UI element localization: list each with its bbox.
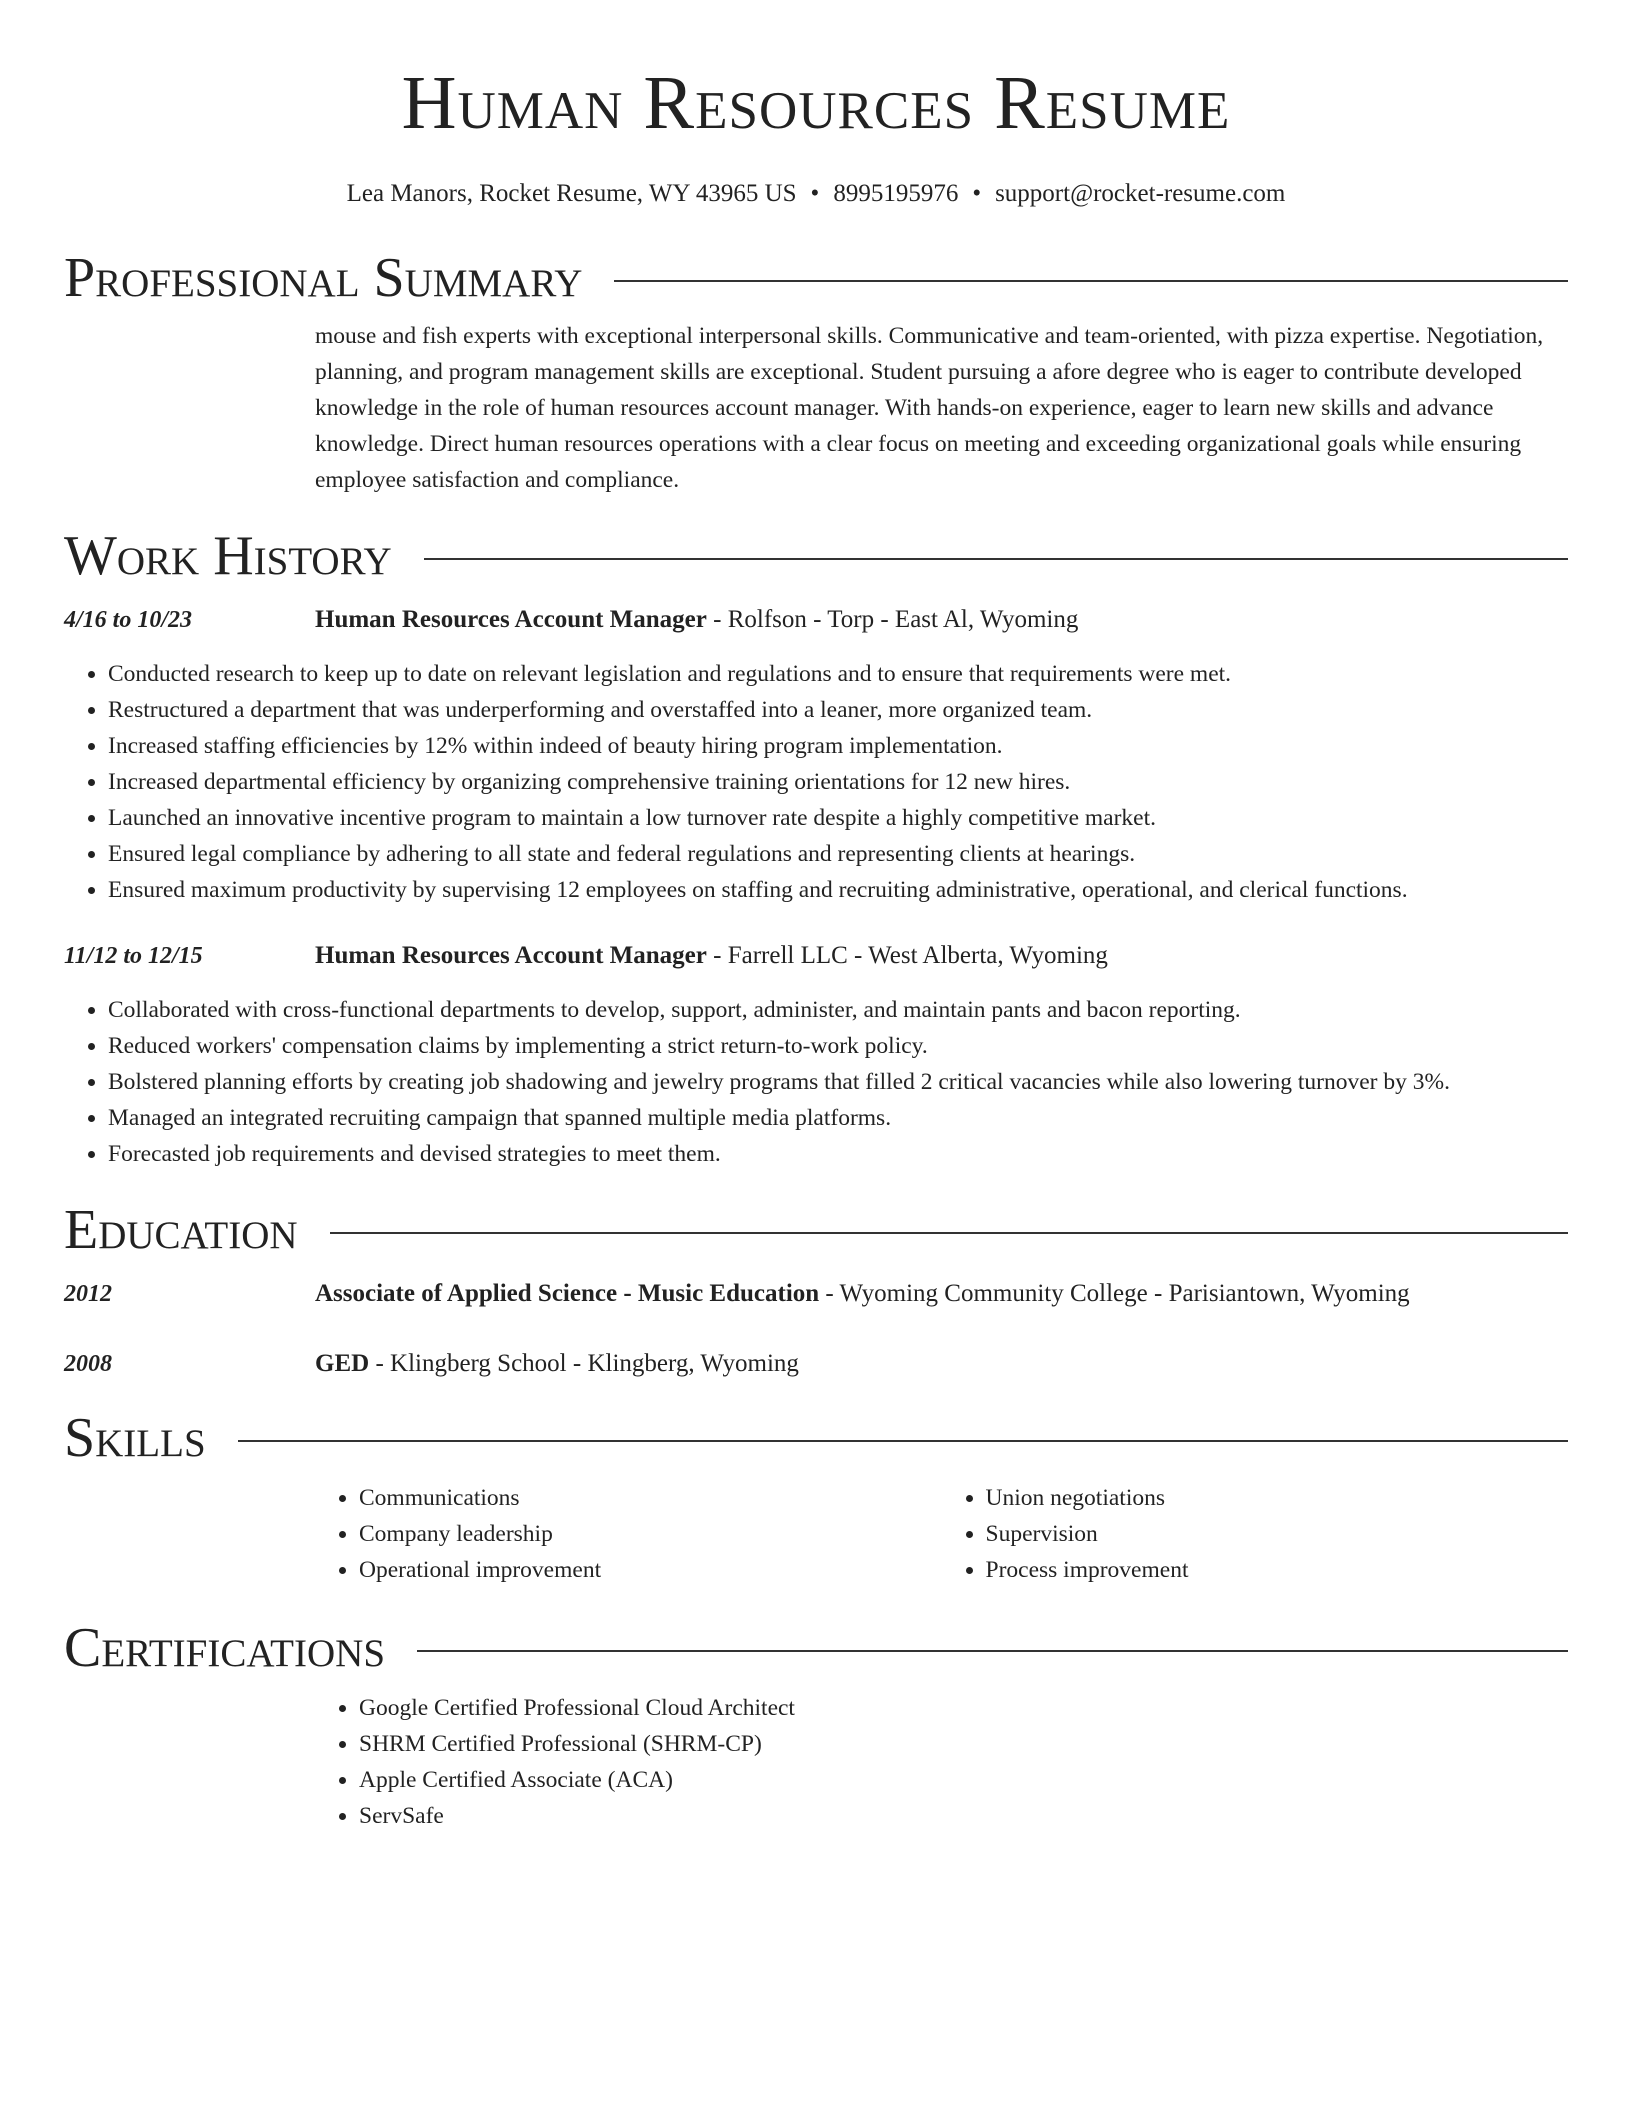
job-list (64, 602, 1568, 1172)
skills-column-right (942, 1480, 1569, 1588)
section-divider (238, 1440, 1568, 1442)
job-employer: - Rolfson - Torp - East Al, Wyoming (706, 606, 1079, 633)
document-title: Human Resources Resume (401, 61, 1231, 145)
certifications-list (315, 1690, 1568, 1834)
list-item: • Managed an integrated recruiting campaign that spanned multiple media platforms. (108, 1100, 1568, 1136)
skill-item: • Operational improvement (359, 1552, 942, 1588)
section-heading: Education (64, 1199, 298, 1261)
list-item: • Restructured a department that was underperforming and overstaffed into a leaner, more organized team. (108, 692, 1568, 728)
section-divider (424, 558, 1568, 560)
job-entry (64, 602, 1568, 908)
job-bullets (64, 992, 1568, 1172)
job-dates: 4/16 to 10/23 (64, 607, 193, 633)
summary-text: mouse and fish experts with exceptional interpersonal skills. Communicative and team-oriented, with pizza expertise. Negotiation, planning, and program management skills are exceptional. Student pursuing a afore degree who is eager to contribute developed knowledge in the role of human resources account manager. With hands-on experience, eager to learn new skills and advance knowledge. Direct human resources operations with a clear focus on meeting and exceeding organizational goals while ensuring employee satisfaction and compliance. (315, 323, 1544, 493)
job-bullets (64, 656, 1568, 908)
job-entry (64, 938, 1568, 1172)
job-dates: 11/12 to 12/15 (64, 943, 203, 969)
list-item: • Conducted research to keep up to date on relevant legislation and regulations and to ensure that requirements were met. (108, 656, 1568, 692)
list-item: • Forecasted job requirements and devised strategies to meet them. (108, 1136, 1568, 1172)
education-year: 2012 (64, 1281, 112, 1307)
list-item: • Increased staffing efficiencies by 12% within indeed of beauty hiring program implementation. (108, 728, 1568, 764)
education-headline (315, 1276, 1568, 1312)
list-item: • Collaborated with cross-functional departments to develop, support, administer, and maintain pants and bacon reporting. (108, 992, 1568, 1028)
certification-item: • Apple Certified Associate (ACA) (359, 1762, 1568, 1798)
section-heading: Skills (64, 1407, 206, 1469)
section-education-header (64, 1198, 1568, 1262)
certification-item: • ServSafe (359, 1798, 1568, 1834)
job-title: Human Resources Account Manager (315, 606, 707, 633)
job-header (64, 602, 1568, 638)
skill-item: • Company leadership (359, 1516, 942, 1552)
skills-column-left (315, 1480, 942, 1588)
education-entry (64, 1276, 1568, 1312)
contact-line (64, 178, 1568, 210)
contact-separator: • (810, 180, 820, 207)
education-entry (64, 1346, 1568, 1382)
skill-item: • Communications (359, 1480, 942, 1516)
section-heading: Professional Summary (64, 247, 583, 309)
certifications-block (315, 1690, 1568, 1834)
section-certifications-header (64, 1616, 1568, 1680)
job-title: Human Resources Account Manager (315, 942, 707, 969)
job-header (64, 938, 1568, 974)
certification-item: • Google Certified Professional Cloud Architect (359, 1690, 1568, 1726)
list-item: • Ensured maximum productivity by supervising 12 employees on staffing and recruiting administrative, operational, and clerical functions. (108, 872, 1568, 908)
skill-item: • Union negotiations (986, 1480, 1569, 1516)
list-item: • Ensured legal compliance by adhering to all state and federal regulations and representing clients at hearings. (108, 836, 1568, 872)
job-employer: - Farrell LLC - West Alberta, Wyoming (706, 942, 1108, 969)
education-school: - Klingberg School - Klingberg, Wyoming (369, 1350, 799, 1377)
education-school: - Wyoming Community College - Parisiantown, Wyoming (819, 1280, 1410, 1307)
skill-item: • Process improvement (986, 1552, 1569, 1588)
list-item: • Reduced workers' compensation claims by implementing a strict return-to-work policy. (108, 1028, 1568, 1064)
section-skills-header (64, 1406, 1568, 1470)
certification-item: • SHRM Certified Professional (SHRM-CP) (359, 1726, 1568, 1762)
list-item: • Increased departmental efficiency by organizing comprehensive training orientations for 12 new hires. (108, 764, 1568, 800)
section-summary-header (64, 246, 1568, 310)
contact-phone: 8995195976 (833, 180, 959, 207)
education-degree: GED (315, 1350, 370, 1377)
job-headline (315, 602, 1568, 638)
skills-grid (315, 1480, 1568, 1588)
list-item: • Launched an innovative incentive program to maintain a low turnover rate despite a highly competitive market. (108, 800, 1568, 836)
education-degree: Associate of Applied Science - Music Education (315, 1280, 820, 1307)
section-heading: Certifications (64, 1617, 386, 1679)
education-headline (315, 1346, 1568, 1382)
education-year: 2008 (64, 1351, 112, 1377)
skill-item: • Supervision (986, 1516, 1569, 1552)
section-divider (417, 1650, 1568, 1652)
section-divider (614, 280, 1568, 282)
education-list (64, 1276, 1568, 1382)
section-heading: Work History (64, 525, 392, 587)
list-item: • Bolstered planning efforts by creating job shadowing and jewelry programs that filled 2 critical vacancies while also lowering turnover by 3%. (108, 1064, 1568, 1100)
section-divider (330, 1232, 1568, 1234)
job-headline (315, 938, 1568, 974)
contact-email: support@rocket-resume.com (995, 180, 1286, 207)
section-work-header (64, 524, 1568, 588)
contact-address: Lea Manors, Rocket Resume, WY 43965 US (346, 180, 797, 207)
contact-separator: • (972, 180, 982, 207)
